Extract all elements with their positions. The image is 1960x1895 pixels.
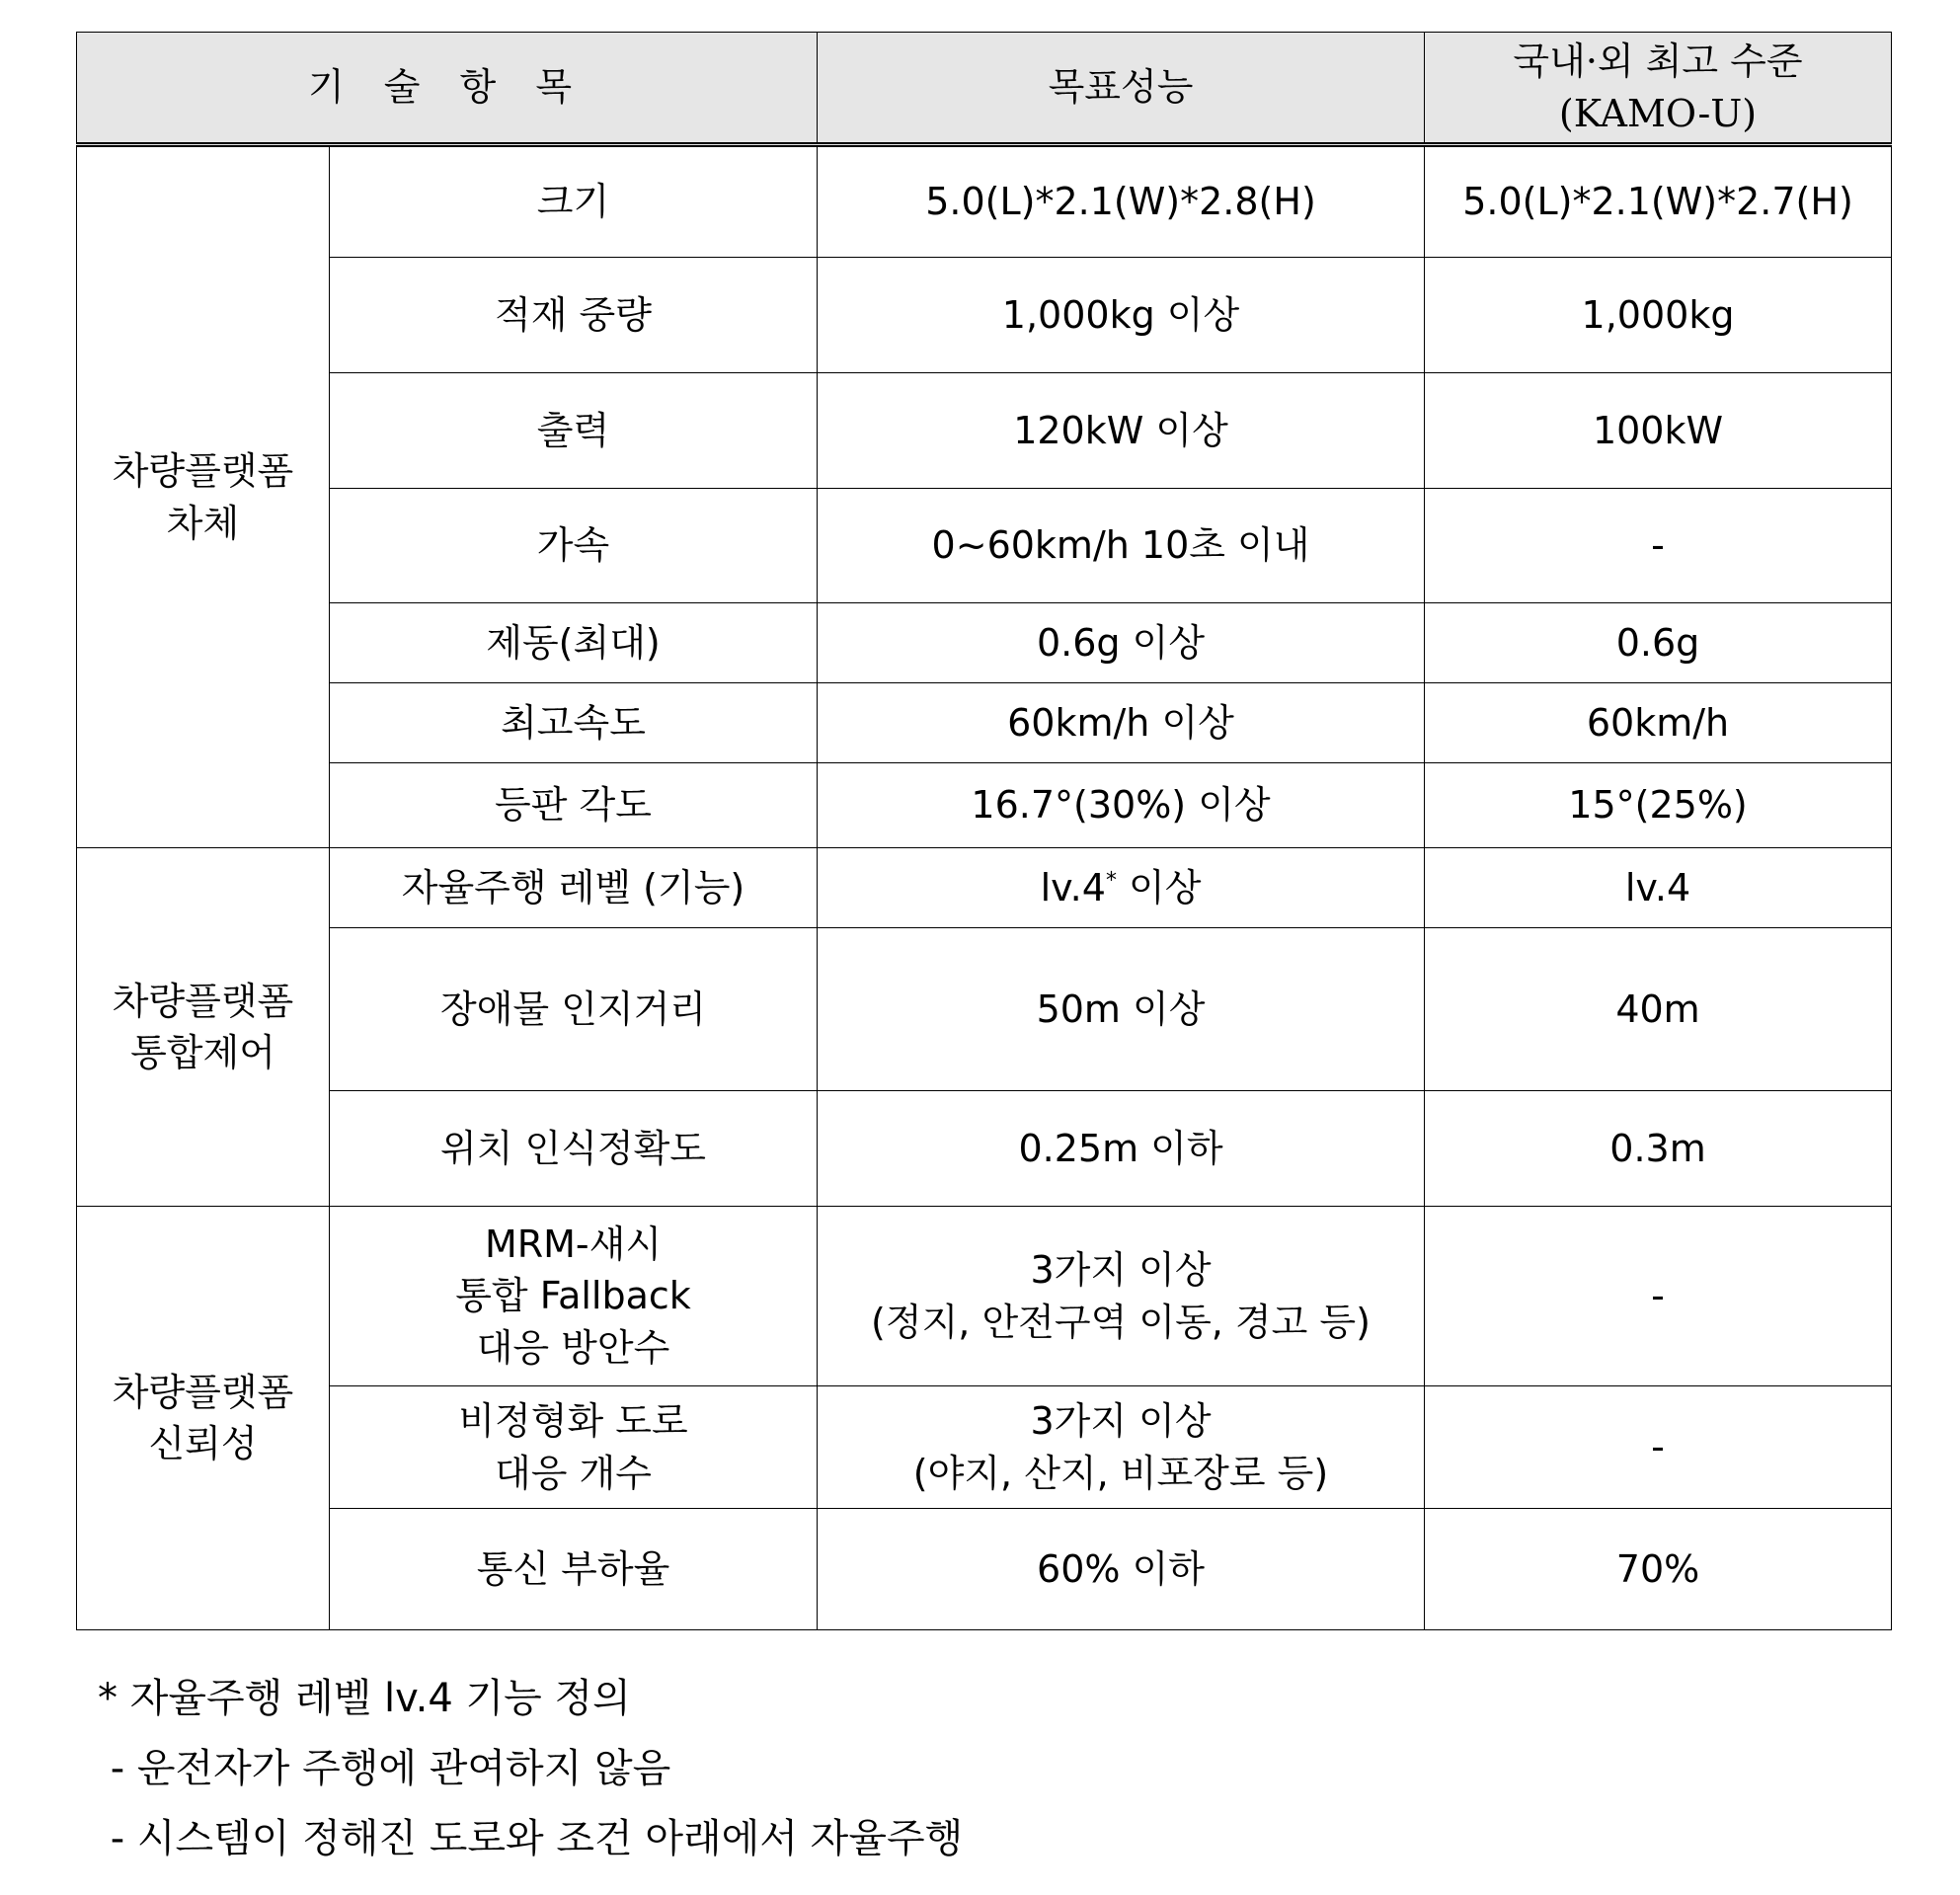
item-cell: 통신 부하율 (330, 1509, 818, 1630)
target-cell: 3가지 이상 (정지, 안전구역 이동, 경고 등) (818, 1207, 1425, 1386)
item-cell: 비정형화 도로 대응 개수 (330, 1386, 818, 1509)
tech-spec-table (76, 32, 1892, 1630)
table-row (77, 1509, 1892, 1630)
table-row (77, 145, 1892, 258)
group-label-integrated-control: 차량플랫폼 통합제어 (77, 848, 330, 1207)
table-row (77, 1207, 1892, 1386)
table-row (77, 763, 1892, 848)
target-cell: 60km/h 이상 (818, 683, 1425, 763)
target-cell: 0~60km/h 10초 이내 (818, 489, 1425, 603)
item-cell: 위치 인식정확도 (330, 1091, 818, 1207)
best-cell: 0.3m (1425, 1091, 1892, 1207)
target-cell: 0.6g 이상 (818, 603, 1425, 683)
item-cell: 장애물 인지거리 (330, 928, 818, 1091)
table-header-row (77, 33, 1892, 145)
target-cell: 120kW 이상 (818, 373, 1425, 489)
item-cell: 가속 (330, 489, 818, 603)
table-row (77, 1386, 1892, 1509)
best-cell: 40m (1425, 928, 1892, 1091)
table-row (77, 603, 1892, 683)
best-cell: 100kW (1425, 373, 1892, 489)
group-label-body: 차량플랫폼 차체 (77, 145, 330, 848)
item-cell: 제동(최대) (330, 603, 818, 683)
header-best-level-reference: (KAMO-U) (1558, 91, 1758, 135)
item-cell: 최고속도 (330, 683, 818, 763)
target-cell: 16.7°(30%) 이상 (818, 763, 1425, 848)
target-cell: 3가지 이상 (야지, 산지, 비포장로 등) (818, 1386, 1425, 1509)
best-cell: - (1425, 1386, 1892, 1509)
best-cell: 1,000kg (1425, 258, 1892, 373)
item-cell: 등판 각도 (330, 763, 818, 848)
table-row (77, 258, 1892, 373)
footnote-marker: * (1105, 868, 1117, 894)
header-best-level-title: 국내·외 최고 수준 (1513, 39, 1803, 84)
target-level-value: lv.4 (1040, 865, 1106, 909)
best-cell: - (1425, 489, 1892, 603)
table-row (77, 489, 1892, 603)
target-cell: 5.0(L)*2.1(W)*2.8(H) (818, 145, 1425, 258)
header-target-performance: 목표성능 (818, 33, 1425, 145)
footnote-line: - 시스템이 정해진 도로와 조건 아래에서 자율주행 (98, 1816, 964, 1861)
table-row (77, 683, 1892, 763)
group-label-reliability: 차량플랫폼 신뢰성 (77, 1207, 330, 1630)
target-cell: 50m 이상 (818, 928, 1425, 1091)
best-cell: 0.6g (1425, 603, 1892, 683)
footnote-title: * 자율주행 레벨 lv.4 기능 정의 (98, 1676, 631, 1721)
best-cell: 5.0(L)*2.1(W)*2.7(H) (1425, 145, 1892, 258)
target-level-suffix: 이상 (1116, 865, 1202, 909)
table-row (77, 848, 1892, 928)
target-cell: 0.25m 이하 (818, 1091, 1425, 1207)
footnote (98, 1664, 963, 1874)
table-row (77, 928, 1892, 1091)
item-cell: 자율주행 레벨 (기능) (330, 848, 818, 928)
best-cell: 60km/h (1425, 683, 1892, 763)
best-cell: 15°(25%) (1425, 763, 1892, 848)
best-cell: - (1425, 1207, 1892, 1386)
footnote-line: - 운전자가 주행에 관여하지 않음 (98, 1746, 671, 1791)
item-cell: 출력 (330, 373, 818, 489)
header-tech-item: 기 술 항 목 (77, 33, 818, 145)
item-cell: MRM-섀시 통합 Fallback 대응 방안수 (330, 1207, 818, 1386)
best-cell: 70% (1425, 1509, 1892, 1630)
best-cell: lv.4 (1425, 848, 1892, 928)
item-cell: 적재 중량 (330, 258, 818, 373)
target-cell: 60% 이하 (818, 1509, 1425, 1630)
table-row (77, 1091, 1892, 1207)
target-cell (818, 848, 1425, 928)
header-best-level (1425, 33, 1892, 145)
table-row (77, 373, 1892, 489)
item-cell: 크기 (330, 145, 818, 258)
target-cell: 1,000kg 이상 (818, 258, 1425, 373)
